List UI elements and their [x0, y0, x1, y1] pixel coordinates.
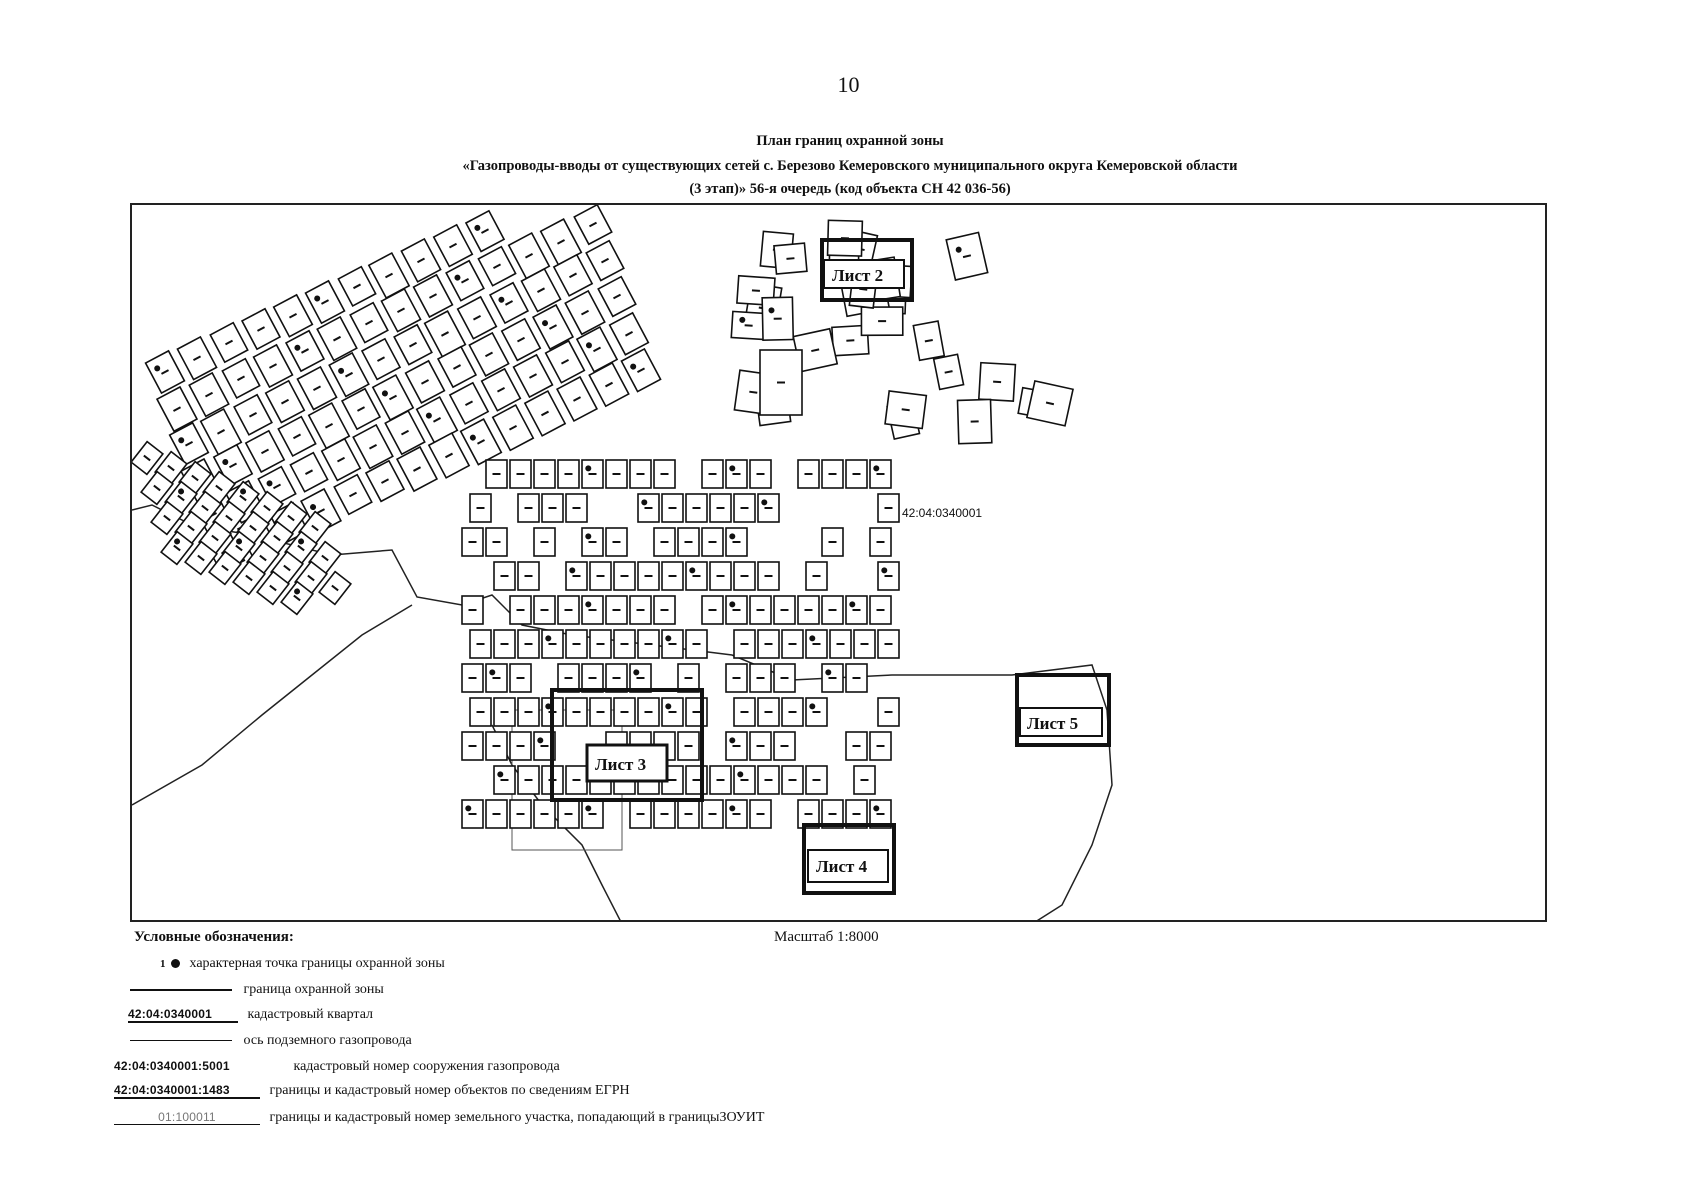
page-number: 10	[837, 72, 860, 97]
parcel-mark	[752, 290, 760, 291]
land-parcel	[462, 732, 483, 760]
land-parcel	[822, 596, 843, 624]
building-mark	[729, 737, 735, 743]
land-parcel	[734, 630, 755, 658]
land-parcel	[242, 309, 280, 349]
land-parcel	[462, 528, 483, 556]
land-parcel	[606, 528, 627, 556]
land-parcel	[278, 417, 315, 456]
building-mark	[809, 703, 815, 709]
land-parcel	[934, 354, 964, 389]
land-parcel	[878, 630, 899, 658]
land-parcel	[774, 243, 807, 274]
land-parcel	[582, 460, 603, 488]
land-parcel	[478, 247, 515, 286]
land-parcel	[870, 596, 891, 624]
land-parcel	[726, 528, 747, 556]
land-parcel	[462, 664, 483, 692]
land-parcel	[518, 766, 539, 794]
land-parcel	[462, 596, 483, 624]
land-parcel	[654, 460, 675, 488]
building-mark	[585, 805, 591, 811]
legend-item-land-plot	[114, 1110, 764, 1126]
land-parcel	[606, 596, 627, 624]
egrn-code-symbol: 42:04:0340001:1483	[114, 1083, 260, 1099]
land-parcel	[806, 630, 827, 658]
land-parcel	[726, 664, 747, 692]
land-parcel	[806, 698, 827, 726]
legend-item-cadastral-quarter	[128, 1007, 373, 1023]
building-mark	[537, 737, 543, 743]
land-parcel	[686, 494, 707, 522]
land-parcel	[566, 698, 587, 726]
land-parcel	[486, 800, 507, 828]
legend-item-egrn-objects	[114, 1083, 630, 1099]
land-parcel	[806, 766, 827, 794]
legend-text: кадастровый номер сооружения газопровода	[293, 1059, 560, 1074]
sheet-3-label: Лист 3	[595, 755, 647, 774]
legend-item-protection-zone-boundary	[130, 982, 384, 998]
sheet-2-label: Лист 2	[832, 266, 884, 285]
land-parcel	[610, 313, 649, 355]
land-parcel	[290, 453, 327, 492]
land-parcel	[518, 698, 539, 726]
parcel-mark	[745, 325, 753, 326]
land-parcel	[758, 494, 779, 522]
building-mark	[809, 635, 815, 641]
land-parcel	[846, 664, 867, 692]
cadastral-quarter-label: 42:04:0340001	[902, 506, 983, 520]
building-mark	[761, 499, 767, 505]
land-parcel	[534, 596, 555, 624]
parcel-mark	[786, 258, 794, 259]
building-mark	[545, 635, 551, 641]
building-mark	[465, 805, 471, 811]
land-parcel	[510, 596, 531, 624]
land-parcel	[210, 323, 247, 363]
land-parcel	[338, 267, 375, 306]
plan-subtitle: «Газопроводы-вводы от существующих сетей с. Березово Кемеровского муниципального округа Кемеровской области	[462, 158, 1238, 174]
land-parcel	[686, 562, 707, 590]
building-mark	[585, 601, 591, 607]
land-parcel	[222, 359, 259, 398]
land-parcel	[762, 297, 793, 340]
land-parcel	[350, 303, 388, 343]
land-parcel	[854, 766, 875, 794]
land-parcel	[510, 800, 531, 828]
land-parcel	[750, 664, 771, 692]
land-parcel	[630, 664, 651, 692]
land-parcel	[958, 399, 992, 443]
plan-subtitle-object-code: (3 этап)» 56-я очередь (код объекта СН 42 036-56)	[689, 181, 1011, 197]
land-parcel	[566, 766, 587, 794]
land-parcel	[806, 562, 827, 590]
land-parcel	[782, 630, 803, 658]
building-mark	[585, 533, 591, 539]
land-parcel	[566, 562, 587, 590]
legend-text: характерная точка границы охранной зоны	[189, 956, 445, 971]
land-parcel	[726, 800, 747, 828]
land-parcel	[493, 405, 534, 450]
land-parcel	[461, 419, 502, 465]
land-parcel	[606, 664, 627, 692]
pipeline-axis-line-icon	[130, 1040, 232, 1041]
land-parcel	[630, 800, 651, 828]
land-parcel	[582, 664, 603, 692]
land-parcel	[678, 664, 699, 692]
land-parcel	[557, 377, 597, 421]
land-parcel	[494, 630, 515, 658]
building-mark	[633, 669, 639, 675]
building-mark	[881, 567, 887, 573]
land-parcel	[466, 211, 504, 252]
land-parcel	[502, 319, 541, 361]
land-parcel	[702, 528, 723, 556]
land-parcel	[458, 297, 497, 339]
land-parcel	[494, 766, 515, 794]
land-parcel	[758, 630, 779, 658]
legend-item-pipeline-cadastral-number	[114, 1059, 560, 1075]
land-parcel	[750, 732, 771, 760]
land-parcel	[654, 800, 675, 828]
land-parcel	[758, 766, 779, 794]
land-parcel	[494, 698, 515, 726]
land-parcel	[254, 345, 293, 387]
land-parcel	[510, 460, 531, 488]
land-parcel	[590, 630, 611, 658]
land-parcel	[621, 349, 660, 392]
land-parcel	[638, 630, 659, 658]
building-mark	[825, 669, 831, 675]
land-parcel	[582, 528, 603, 556]
building-mark	[665, 635, 671, 641]
land-parcel	[510, 664, 531, 692]
land-parcel	[662, 630, 683, 658]
land-parcel	[558, 800, 579, 828]
land-parcel	[630, 460, 651, 488]
land-parcel	[362, 339, 400, 380]
land-parcel	[830, 630, 851, 658]
parcel-mark	[902, 409, 910, 410]
legend-text: кадастровый квартал	[247, 1007, 374, 1022]
land-parcel	[558, 460, 579, 488]
land-parcel	[878, 562, 899, 590]
land-parcel	[870, 460, 891, 488]
land-parcel	[286, 331, 324, 371]
building-mark	[729, 601, 735, 607]
land-parcel	[510, 732, 531, 760]
land-parcel	[582, 800, 603, 828]
land-parcel	[234, 395, 272, 435]
land-parcel	[274, 295, 313, 337]
land-parcel	[582, 596, 603, 624]
land-parcel	[486, 664, 507, 692]
land-parcel	[146, 351, 185, 393]
land-parcel	[614, 698, 635, 726]
land-parcel	[486, 528, 507, 556]
land-parcel	[734, 562, 755, 590]
building-mark	[737, 771, 743, 777]
land-parcel	[782, 698, 803, 726]
building-mark	[873, 805, 879, 811]
land-parcel	[822, 528, 843, 556]
land-parcel	[734, 698, 755, 726]
land-parcel	[662, 562, 683, 590]
land-parcel	[518, 562, 539, 590]
land-parcel	[726, 596, 747, 624]
legend-item-gas-pipeline-axis	[130, 1033, 412, 1049]
building-mark	[585, 465, 591, 471]
land-parcel	[750, 596, 771, 624]
land-parcel	[662, 494, 683, 522]
land-parcel	[678, 732, 699, 760]
land-parcel	[486, 460, 507, 488]
land-parcel	[946, 232, 987, 280]
land-parcel	[782, 766, 803, 794]
building-mark	[569, 567, 575, 573]
land-parcel	[558, 664, 579, 692]
land-parcel	[306, 281, 345, 323]
building-mark	[489, 669, 495, 675]
land-parcel	[446, 261, 484, 301]
land-parcel	[861, 307, 902, 335]
legend-item-boundary-point	[160, 956, 445, 972]
land-parcel	[450, 383, 488, 424]
building-mark	[873, 465, 879, 471]
land-parcel	[734, 766, 755, 794]
land-parcel	[486, 732, 507, 760]
legend-text: границы и кадастровый номер земельного участка, попадающий в границыЗОУИТ	[269, 1110, 765, 1125]
land-parcel	[702, 596, 723, 624]
land-parcel	[266, 381, 305, 423]
land-parcel	[518, 494, 539, 522]
land-parcel	[406, 361, 445, 403]
land-parcel	[566, 630, 587, 658]
land-plot-code-symbol: 01:100011	[114, 1110, 260, 1125]
land-parcel	[870, 732, 891, 760]
land-parcel	[434, 225, 473, 267]
map-frame	[130, 203, 1547, 922]
land-parcel	[774, 596, 795, 624]
building-mark	[729, 805, 735, 811]
land-parcel	[586, 241, 624, 281]
land-parcel	[702, 800, 723, 828]
land-parcel	[854, 630, 875, 658]
land-parcel	[710, 766, 731, 794]
land-parcel	[726, 732, 747, 760]
building-mark	[729, 533, 735, 539]
building-mark	[729, 465, 735, 471]
zone-boundary-line-icon	[130, 989, 232, 991]
land-parcel	[798, 460, 819, 488]
land-parcel	[774, 664, 795, 692]
land-parcel	[878, 494, 899, 522]
land-parcel	[885, 391, 926, 429]
land-parcel	[731, 311, 766, 339]
land-parcel	[750, 460, 771, 488]
building-mark	[665, 703, 671, 709]
land-parcel	[678, 800, 699, 828]
sheet-5-label: Лист 5	[1027, 714, 1079, 733]
land-parcel	[758, 562, 779, 590]
legend-text: границы и кадастровый номер объектов по сведениям ЕГРН	[269, 1083, 630, 1098]
land-parcel	[462, 800, 483, 828]
building-mark	[849, 601, 855, 607]
land-parcel	[1027, 381, 1073, 426]
boundary-point-symbol: 1	[160, 958, 166, 970]
land-parcel	[913, 321, 944, 360]
land-parcel	[630, 596, 651, 624]
land-parcel	[638, 494, 659, 522]
land-parcel	[494, 562, 515, 590]
land-parcel	[534, 460, 555, 488]
land-parcel	[846, 596, 867, 624]
land-parcel	[686, 630, 707, 658]
parcel-mark	[749, 392, 757, 393]
cadastral-map	[132, 205, 1547, 922]
land-parcel	[590, 698, 611, 726]
legend-text: ось подземного газопровода	[243, 1033, 412, 1048]
building-mark	[641, 499, 647, 505]
scale-label: Масштаб 1:8000	[774, 929, 879, 945]
building-mark	[497, 771, 503, 777]
land-parcel	[638, 698, 659, 726]
land-parcel	[534, 528, 555, 556]
land-parcel	[734, 494, 755, 522]
land-parcel	[590, 562, 611, 590]
land-parcel	[334, 475, 372, 515]
land-parcel	[878, 698, 899, 726]
land-parcel	[678, 528, 699, 556]
boundary-west	[132, 605, 412, 805]
land-parcel	[979, 363, 1016, 401]
land-parcel	[470, 630, 491, 658]
land-parcel	[822, 460, 843, 488]
land-parcel	[558, 596, 579, 624]
land-parcel	[542, 494, 563, 522]
land-parcel	[574, 205, 611, 244]
land-parcel	[566, 494, 587, 522]
land-parcel	[760, 350, 802, 415]
land-parcel	[846, 732, 867, 760]
plan-title: План границ охранной зоны	[756, 133, 944, 149]
land-parcel	[525, 391, 565, 436]
sheet-4-label: Лист 4	[816, 857, 868, 876]
land-parcel	[702, 460, 723, 488]
land-parcel	[514, 355, 553, 397]
land-parcel	[598, 277, 636, 317]
land-parcel	[774, 732, 795, 760]
land-parcel	[750, 800, 771, 828]
land-parcel	[490, 283, 528, 323]
land-parcel	[710, 562, 731, 590]
land-parcel	[614, 562, 635, 590]
land-parcel	[614, 630, 635, 658]
boundary-point-dot-icon	[171, 959, 180, 968]
land-parcel	[638, 562, 659, 590]
land-parcel	[470, 494, 491, 522]
pipeline-code-symbol: 42:04:0340001:5001	[114, 1059, 230, 1073]
land-parcel	[870, 528, 891, 556]
land-parcel	[518, 630, 539, 658]
quarter-code-symbol: 42:04:0340001	[128, 1007, 238, 1023]
land-parcel	[246, 431, 284, 472]
land-parcel	[654, 528, 675, 556]
land-parcel	[534, 800, 555, 828]
land-parcel	[470, 698, 491, 726]
legend-text: граница охранной зоны	[243, 982, 384, 997]
land-parcel	[654, 596, 675, 624]
land-parcel	[758, 698, 779, 726]
legend-title: Условные обозначения:	[134, 929, 294, 945]
land-parcel	[798, 596, 819, 624]
land-parcel	[662, 698, 683, 726]
land-parcel	[846, 460, 867, 488]
land-parcel	[542, 630, 563, 658]
land-parcel	[822, 664, 843, 692]
land-parcel	[710, 494, 731, 522]
land-parcel	[726, 460, 747, 488]
land-parcel	[606, 460, 627, 488]
building-mark	[689, 567, 695, 573]
parcel-mark	[925, 340, 933, 341]
